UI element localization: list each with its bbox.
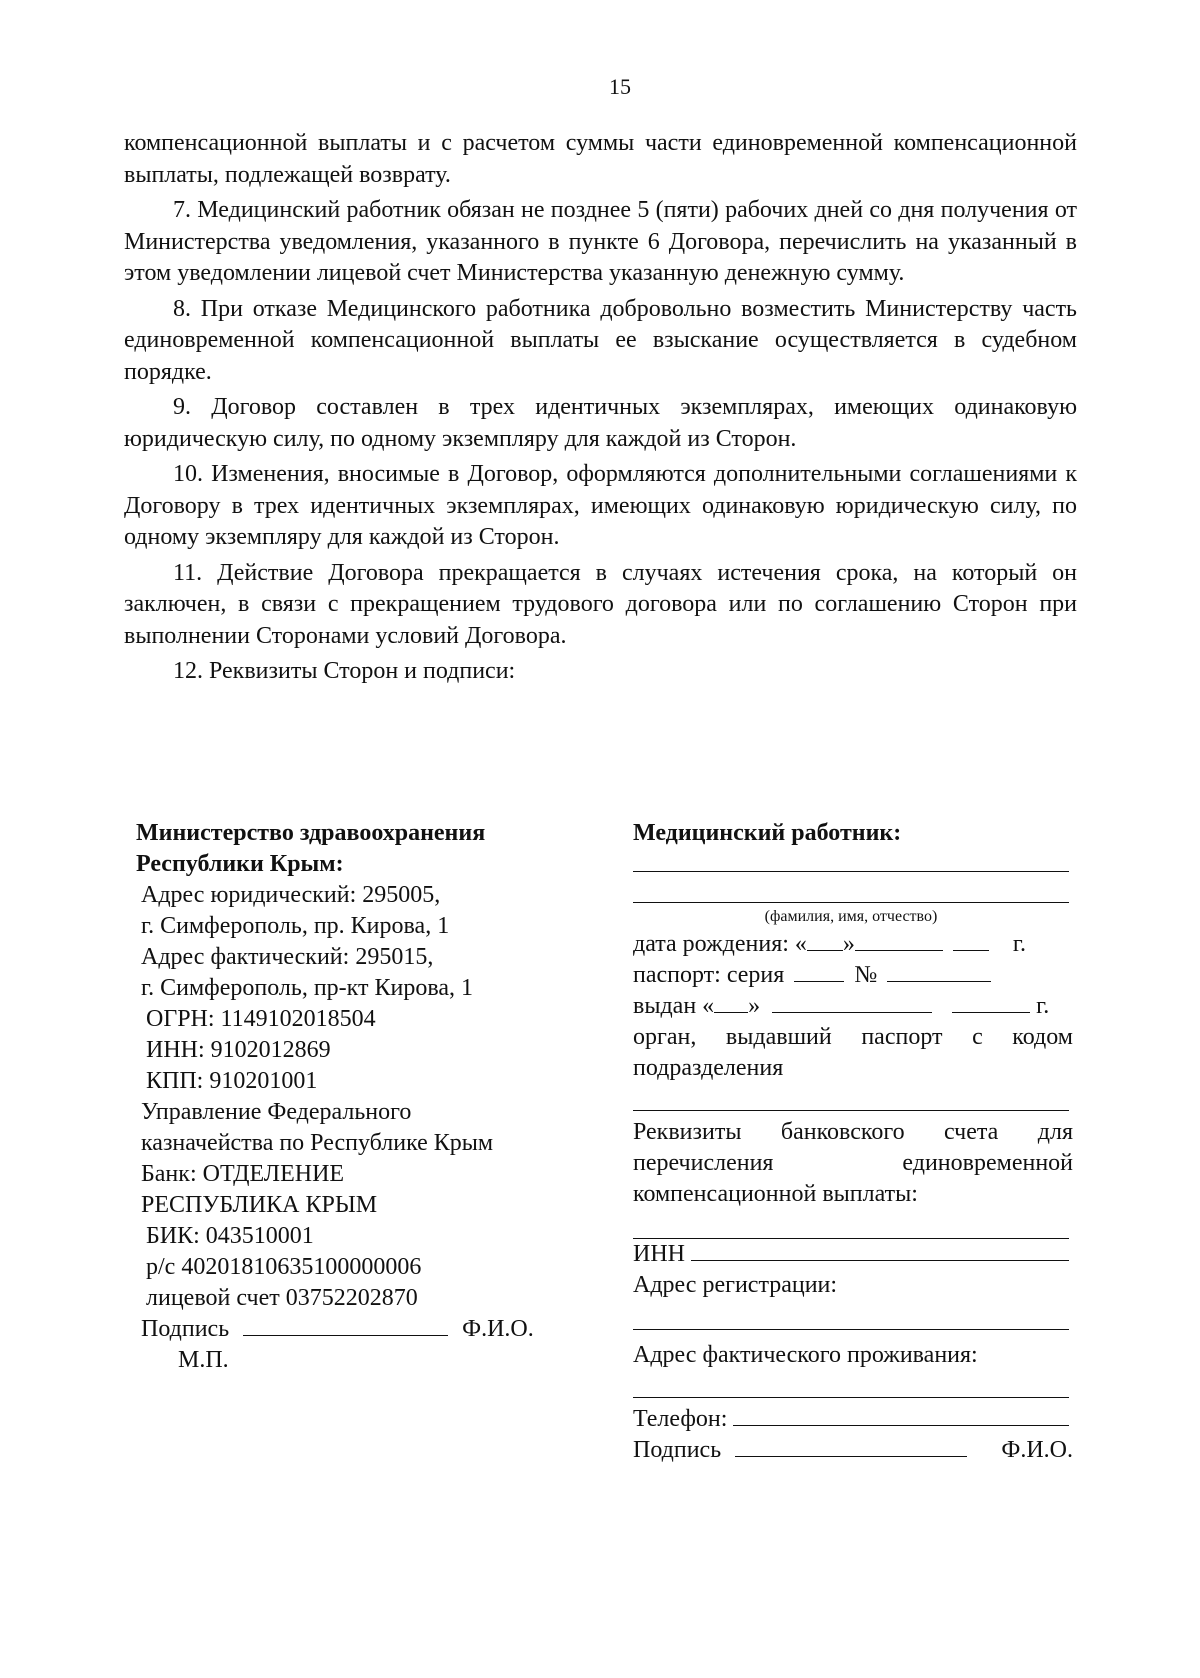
worker-passport-number-line[interactable] [887, 961, 991, 982]
worker-birth-month-line[interactable] [855, 930, 943, 951]
worker-birth-day-line[interactable] [807, 930, 843, 951]
ministry-legal-address-label: Адрес юридический: 295005, [141, 882, 441, 908]
worker-registration-line[interactable] [633, 1301, 1069, 1330]
ministry-treasury-line-2: казначейства по Республике Крым [141, 1130, 494, 1156]
worker-registration-label: Адрес регистрации: [633, 1272, 838, 1298]
worker-actual-address-label: Адрес фактического проживания: [633, 1342, 978, 1368]
worker-issued-year-line[interactable] [952, 992, 1030, 1013]
contract-body [124, 128, 1077, 692]
paragraph-8: 8. При отказе Медицинского работника добровольно возместить Министерству часть единовременной компенсационной выплаты ее взыскание осуществляется в судебном порядке. [124, 295, 1077, 385]
paragraph-11: 11. Действие Договора прекращается в случаях истечения срока, на который он заключен, в связи с прекращением трудового договора или по соглашению Сторон при выполнении Сторонами условий Договора. [124, 559, 1077, 649]
ministry-account: р/с 40201810635100000006 [146, 1254, 422, 1280]
worker-bank-line[interactable] [633, 1210, 1069, 1239]
paragraph-12: 12. Реквизиты Сторон и подписи: [173, 658, 516, 684]
worker-passport-series-line[interactable] [794, 961, 844, 982]
ministry-personal-account: лицевой счет 03752202870 [146, 1285, 418, 1311]
worker-fio-line-2[interactable] [633, 872, 1069, 903]
paragraph-10: 10. Изменения, вносимые в Договор, оформляются дополнительными соглашениями к Договору в трех идентичных экземплярах, имеющих одинаковую юридическую силу, по одному экземпляру для каждой из Сторон. [124, 461, 1077, 550]
paragraph-7: 7. Медицинский работник обязан не позднее 5 (пяти) рабочих дней со дня получения от Министерства уведомления, указанного в пункте 6 Договора, перечислить на указанный в этом уведомлении лицевой счет Министерства указанную денежную сумму. [124, 197, 1077, 286]
ministry-fio-label: Ф.И.О. [462, 1316, 534, 1342]
worker-signature-line[interactable] [735, 1436, 967, 1457]
worker-passport-number-sign: № [854, 962, 878, 988]
worker-issued-mid: » [748, 993, 761, 1019]
ministry-bank: Банк: ОТДЕЛЕНИЕ [141, 1161, 345, 1187]
worker-issued-day-line[interactable] [714, 992, 748, 1013]
worker-birth-year-suffix: г. [1012, 931, 1027, 957]
worker-issued-month-line[interactable] [772, 992, 932, 1013]
worker-issued-row [633, 991, 1073, 1022]
worker-phone-line[interactable] [733, 1405, 1069, 1426]
worker-birth-row [633, 929, 1073, 960]
ministry-actual-address: г. Симферополь, пр-кт Кирова, 1 [141, 975, 474, 1001]
worker-fio-label: Ф.И.О. [1001, 1437, 1073, 1463]
ministry-treasury-line-1: Управление Федерального [141, 1099, 412, 1125]
page-number: 15 [609, 74, 631, 99]
worker-phone-row [633, 1404, 1073, 1435]
worker-signature-label: Подпись [633, 1437, 722, 1463]
ministry-actual-address-label: Адрес фактический: 295015, [141, 944, 434, 970]
ministry-title-line-2: Республики Крым: [136, 851, 344, 877]
worker-issued-year-suffix: г. [1036, 993, 1050, 1019]
ministry-signature-label: Подпись [141, 1316, 230, 1342]
worker-phone-label: Телефон: [633, 1406, 728, 1432]
worker-passport-authority-label: орган, выдавший паспорт с кодом подразделения [633, 1024, 1073, 1081]
ministry-stamp-label: М.П. [178, 1347, 229, 1373]
paragraph-9: 9. Договор составлен в трех идентичных экземплярах, имеющих одинаковую юридическую силу, по одному экземпляру для каждой из Сторон. [124, 394, 1077, 452]
ministry-ogrn: ОГРН: 1149102018504 [146, 1006, 376, 1032]
worker-issued-label: выдан « [633, 993, 715, 1019]
worker-passport-label: паспорт: серия [633, 962, 785, 988]
ministry-signature-row [136, 1314, 576, 1345]
worker-signature-row [633, 1435, 1073, 1466]
worker-inn-line[interactable] [691, 1240, 1069, 1261]
worker-passport-authority-line[interactable] [633, 1084, 1069, 1111]
worker-bank-label: Реквизиты банковского счета для перечисления единовременной компенсационной выплаты: [633, 1119, 1073, 1207]
worker-birth-mid: » [842, 931, 855, 957]
ministry-legal-address: г. Симферополь, пр. Кирова, 1 [141, 913, 450, 939]
worker-birth-year-line[interactable] [953, 930, 989, 951]
worker-title: Медицинский работник: [633, 820, 902, 846]
ministry-title-line-1: Министерство здравоохранения [136, 820, 486, 846]
ministry-bank-name: РЕСПУБЛИКА КРЫМ [141, 1192, 378, 1218]
ministry-kpp: КПП: 910201001 [146, 1068, 318, 1094]
worker-fio-line-1[interactable] [633, 849, 1069, 872]
paragraph-continuation: компенсационной выплаты и с расчетом суммы части единовременной компенсационной выплаты, подлежащей возврату. [124, 130, 1077, 188]
worker-inn-label: ИНН [633, 1241, 685, 1267]
worker-requisites [633, 818, 1073, 1466]
worker-passport-row [633, 960, 1073, 991]
ministry-inn: ИНН: 9102012869 [146, 1037, 331, 1063]
ministry-requisites [136, 818, 576, 1376]
worker-inn-row [633, 1239, 1073, 1270]
worker-actual-address-line[interactable] [633, 1371, 1069, 1398]
ministry-signature-line[interactable] [243, 1315, 448, 1336]
worker-birth-label: дата рождения: « [633, 931, 807, 957]
ministry-bik: БИК: 043510001 [146, 1223, 314, 1249]
worker-fio-caption: (фамилия, имя, отчество) [764, 908, 938, 925]
